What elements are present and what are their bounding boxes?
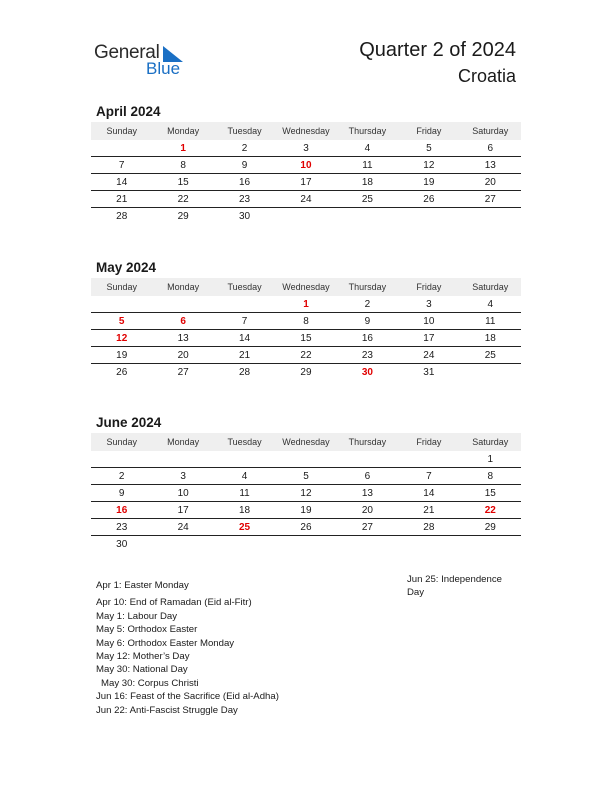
week-row — [91, 191, 521, 208]
holiday-item: May 30: National Day — [96, 664, 188, 676]
month-calendar-may — [91, 258, 521, 381]
day-cell: 17 — [177, 504, 189, 516]
day-cell: 24 — [177, 521, 189, 533]
day-cell: 28 — [116, 211, 128, 222]
day-cell: 3 — [303, 142, 309, 154]
day-cell: 6 — [364, 470, 371, 482]
day-cell: 4 — [364, 142, 371, 154]
weekday-header-row — [91, 278, 521, 296]
day-cell: 12 — [423, 159, 435, 171]
weekday-label: Wednesday — [282, 282, 330, 292]
day-cell: 17 — [423, 332, 435, 344]
week-row — [91, 451, 521, 468]
day-cell: 13 — [177, 332, 189, 344]
day-cell: 23 — [361, 349, 373, 361]
day-cell: 9 — [118, 487, 125, 499]
day-cell-holiday: 5 — [118, 315, 125, 327]
day-cell: 10 — [423, 315, 435, 327]
weekday-label: Saturday — [472, 282, 509, 292]
week-row — [91, 174, 521, 191]
week-row — [91, 502, 521, 519]
day-cell: 7 — [118, 159, 125, 171]
day-cell: 30 — [239, 211, 251, 222]
month-title: May 2024 — [96, 260, 157, 275]
holiday-item: Jun 25: Independence Day — [407, 574, 502, 599]
day-cell-holiday: 22 — [484, 504, 496, 516]
week-row — [91, 313, 521, 330]
day-cell: 19 — [116, 349, 128, 361]
day-cell: 1 — [487, 453, 494, 465]
holiday-item: May 6: Orthodox Easter Monday — [96, 637, 235, 649]
holiday-item: Apr 10: End of Ramadan (Eid al-Fitr) — [96, 597, 252, 609]
day-cell: 9 — [241, 159, 248, 171]
day-cell: 29 — [484, 521, 496, 533]
day-cell: 5 — [426, 142, 432, 154]
weekday-label: Thursday — [348, 126, 387, 136]
day-cell-holiday: 6 — [180, 315, 186, 327]
day-cell: 2 — [364, 298, 371, 310]
day-cell: 23 — [116, 521, 128, 533]
day-cell: 2 — [241, 142, 248, 154]
weekday-header-row — [91, 433, 521, 451]
day-cell: 7 — [241, 315, 248, 327]
day-cell: 31 — [423, 367, 435, 378]
week-row — [91, 330, 521, 347]
weekday-label: Thursday — [348, 282, 387, 292]
weekday-label: Friday — [416, 126, 442, 136]
day-cell: 11 — [362, 159, 373, 171]
weekday-label: Tuesday — [227, 282, 262, 292]
week-row — [91, 140, 521, 157]
day-cell: 30 — [116, 539, 128, 550]
week-row — [91, 208, 521, 225]
weekday-label: Friday — [416, 437, 442, 447]
day-cell: 26 — [423, 193, 435, 205]
month-title: June 2024 — [96, 415, 162, 430]
day-cell-holiday: 25 — [239, 521, 251, 533]
day-cell: 10 — [177, 487, 189, 499]
day-cell: 28 — [423, 521, 435, 533]
day-cell-holiday: 16 — [116, 504, 128, 516]
week-row — [91, 364, 521, 381]
logo — [94, 40, 194, 80]
holiday-list-left — [96, 579, 279, 717]
day-cell-holiday: 1 — [180, 142, 186, 154]
holiday-item: Apr 1: Easter Monday — [96, 580, 189, 591]
day-cell: 3 — [426, 298, 432, 310]
day-cell: 16 — [239, 176, 251, 188]
weekday-label: Monday — [167, 282, 200, 292]
day-cell: 14 — [423, 487, 435, 499]
day-cell: 26 — [116, 367, 128, 378]
weekday-label: Sunday — [106, 126, 137, 136]
day-cell: 19 — [423, 176, 435, 188]
day-cell: 16 — [361, 332, 373, 344]
holiday-item: May 12: Mother’s Day — [96, 651, 190, 663]
weekday-label: Sunday — [106, 437, 137, 447]
day-cell: 7 — [426, 470, 432, 482]
day-cell-holiday: 30 — [361, 367, 373, 378]
weekday-label: Tuesday — [227, 437, 262, 447]
day-cell: 23 — [239, 193, 251, 205]
day-cell: 22 — [177, 193, 189, 205]
day-cell: 27 — [484, 193, 496, 205]
day-cell: 18 — [484, 332, 496, 344]
holiday-item: Jun 22: Anti-Fascist Struggle Day — [96, 704, 238, 716]
weekday-label: Wednesday — [282, 126, 330, 136]
week-row — [91, 296, 521, 313]
holiday-item: Jun 16: Feast of the Sacrifice (Eid al-Adha) — [96, 691, 279, 703]
week-row — [91, 485, 521, 502]
weekday-label: Friday — [416, 282, 442, 292]
day-cell: 8 — [303, 315, 309, 327]
day-cell: 12 — [300, 487, 312, 499]
day-cell: 3 — [180, 470, 186, 482]
holiday-list-right — [407, 573, 517, 600]
weekday-label: Monday — [167, 437, 200, 447]
day-cell: 24 — [300, 193, 312, 205]
day-cell: 13 — [361, 487, 373, 499]
day-cell: 20 — [177, 349, 189, 361]
week-row — [91, 536, 521, 553]
day-cell: 18 — [239, 504, 251, 516]
day-cell-holiday: 10 — [300, 159, 312, 171]
day-cell-holiday: 12 — [116, 332, 128, 344]
day-cell: 4 — [241, 470, 248, 482]
day-cell: 26 — [300, 521, 312, 533]
day-cell: 20 — [484, 176, 496, 188]
logo-text-general: General — [94, 42, 160, 63]
day-cell: 14 — [239, 332, 251, 344]
weekday-label: Saturday — [472, 126, 509, 136]
day-cell: 29 — [300, 367, 312, 378]
day-cell-holiday: 1 — [303, 298, 309, 310]
weekday-label: Sunday — [106, 282, 137, 292]
day-cell: 11 — [485, 315, 496, 327]
country-name: Croatia — [457, 66, 516, 86]
day-cell: 2 — [118, 470, 125, 482]
day-cell: 28 — [239, 367, 251, 378]
day-cell: 13 — [484, 159, 496, 171]
day-cell: 18 — [361, 176, 373, 188]
month-title: April 2024 — [96, 104, 161, 119]
week-row — [91, 347, 521, 364]
day-cell: 5 — [303, 470, 309, 482]
day-cell: 21 — [239, 349, 251, 361]
day-cell: 9 — [364, 315, 371, 327]
day-cell: 15 — [484, 487, 496, 499]
month-calendar-june — [91, 413, 521, 553]
day-cell: 8 — [180, 159, 186, 171]
holiday-item: May 30: Corpus Christi — [101, 677, 199, 689]
week-row — [91, 157, 521, 174]
holiday-item: May 1: Labour Day — [96, 610, 178, 622]
day-cell: 27 — [361, 521, 373, 533]
day-cell: 22 — [300, 349, 312, 361]
day-cell: 20 — [361, 504, 373, 516]
weekday-header-row — [91, 122, 521, 140]
weekday-label: Saturday — [472, 437, 509, 447]
day-cell: 19 — [300, 504, 312, 516]
day-cell: 11 — [239, 487, 250, 499]
day-cell: 27 — [177, 367, 189, 378]
weekday-label: Monday — [167, 126, 200, 136]
day-cell: 4 — [487, 298, 494, 310]
day-cell: 21 — [116, 193, 128, 205]
day-cell: 17 — [300, 176, 312, 188]
page-title: Quarter 2 of 2024 — [359, 39, 516, 61]
week-row — [91, 519, 521, 536]
weekday-label: Tuesday — [227, 126, 262, 136]
logo-text-blue: Blue — [146, 59, 181, 78]
holiday-item: May 5: Orthodox Easter — [96, 624, 198, 636]
weekday-label: Thursday — [348, 437, 387, 447]
day-cell: 24 — [423, 349, 435, 361]
week-row — [91, 468, 521, 485]
day-cell: 15 — [300, 332, 312, 344]
day-cell: 25 — [361, 193, 373, 205]
day-cell: 15 — [177, 176, 189, 188]
day-cell: 14 — [116, 176, 128, 188]
month-calendar-april — [91, 102, 521, 225]
day-cell: 25 — [484, 349, 496, 361]
weekday-label: Wednesday — [282, 437, 330, 447]
day-cell: 29 — [177, 211, 189, 222]
day-cell: 6 — [487, 142, 494, 154]
day-cell: 8 — [487, 470, 494, 482]
day-cell: 21 — [423, 504, 435, 516]
